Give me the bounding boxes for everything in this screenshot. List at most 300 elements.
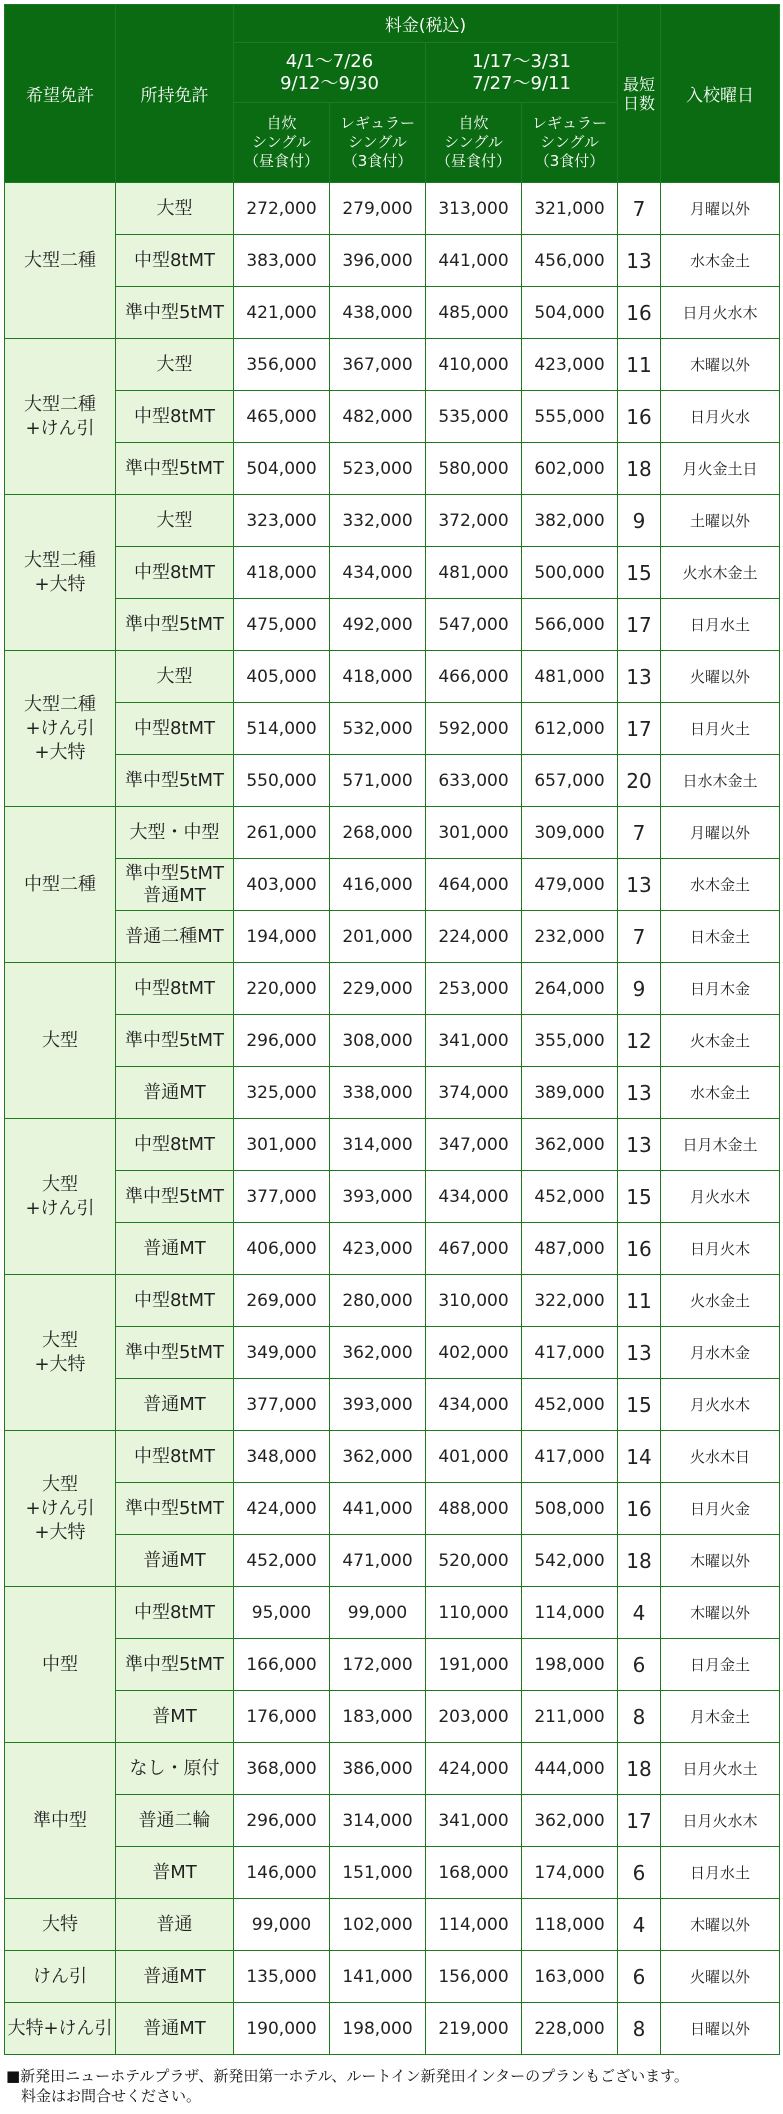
min-days-cell: 6 (618, 1639, 661, 1691)
price-cell: 466,000 (426, 651, 522, 703)
header-regular-1: レギュラー シングル （3食付） (330, 103, 426, 183)
entry-day-cell: 日月火水木 (661, 1795, 780, 1847)
price-cell: 396,000 (330, 235, 426, 287)
price-cell: 418,000 (330, 651, 426, 703)
entry-day-cell: 日月木金土 (661, 1119, 780, 1171)
desired-license-cell: 大特 (5, 1899, 116, 1951)
table-row (5, 651, 780, 703)
price-cell: 438,000 (330, 287, 426, 339)
held-license-cell: 準中型5tMT (116, 1171, 234, 1223)
entry-day-cell: 日月水土 (661, 599, 780, 651)
min-days-cell: 17 (618, 703, 661, 755)
price-cell: 321,000 (522, 183, 618, 235)
price-cell: 296,000 (234, 1795, 330, 1847)
desired-license-cell: 大型二種 +けん引 +大特 (5, 651, 116, 807)
price-cell: 362,000 (330, 1431, 426, 1483)
price-cell: 135,000 (234, 1951, 330, 2003)
price-cell: 220,000 (234, 963, 330, 1015)
price-cell: 219,000 (426, 2003, 522, 2055)
price-cell: 434,000 (330, 547, 426, 599)
table-row (5, 1119, 780, 1171)
min-days-cell: 8 (618, 1691, 661, 1743)
price-cell: 367,000 (330, 339, 426, 391)
min-days-cell: 17 (618, 599, 661, 651)
header-entry-day: 入校曜日 (661, 5, 780, 183)
price-cell: 402,000 (426, 1327, 522, 1379)
min-days-cell: 16 (618, 1483, 661, 1535)
table-row (5, 495, 780, 547)
table-row (5, 859, 780, 911)
price-cell: 456,000 (522, 235, 618, 287)
price-cell: 421,000 (234, 287, 330, 339)
price-cell: 310,000 (426, 1275, 522, 1327)
price-cell: 406,000 (234, 1223, 330, 1275)
price-cell: 349,000 (234, 1327, 330, 1379)
price-cell: 504,000 (522, 287, 618, 339)
price-cell: 479,000 (522, 859, 618, 911)
entry-day-cell: 土曜以外 (661, 495, 780, 547)
price-cell: 268,000 (330, 807, 426, 859)
price-cell: 535,000 (426, 391, 522, 443)
desired-license-cell: けん引 (5, 1951, 116, 2003)
held-license-cell: 普通MT (116, 2003, 234, 2055)
price-cell: 532,000 (330, 703, 426, 755)
price-cell: 102,000 (330, 1899, 426, 1951)
held-license-cell: 普MT (116, 1847, 234, 1899)
price-cell: 296,000 (234, 1015, 330, 1067)
entry-day-cell: 日月火木 (661, 1223, 780, 1275)
footnote-line-2: 料金はお問合せください。 (6, 2087, 202, 2105)
min-days-cell: 13 (618, 1067, 661, 1119)
min-days-cell: 13 (618, 1327, 661, 1379)
price-cell: 434,000 (426, 1171, 522, 1223)
price-cell: 362,000 (522, 1795, 618, 1847)
entry-day-cell: 火水木金土 (661, 547, 780, 599)
price-cell: 229,000 (330, 963, 426, 1015)
price-cell: 198,000 (330, 2003, 426, 2055)
table-row (5, 183, 780, 235)
price-cell: 341,000 (426, 1795, 522, 1847)
price-cell: 550,000 (234, 755, 330, 807)
min-days-cell: 16 (618, 391, 661, 443)
price-cell: 441,000 (426, 235, 522, 287)
entry-day-cell: 木曜以外 (661, 1587, 780, 1639)
table-row (5, 1691, 780, 1743)
header-held-license: 所持免許 (116, 5, 234, 183)
price-cell: 323,000 (234, 495, 330, 547)
price-cell: 488,000 (426, 1483, 522, 1535)
table-row (5, 339, 780, 391)
held-license-cell: 普通MT (116, 1535, 234, 1587)
price-cell: 410,000 (426, 339, 522, 391)
price-cell: 487,000 (522, 1223, 618, 1275)
table-row (5, 599, 780, 651)
price-cell: 156,000 (426, 1951, 522, 2003)
price-cell: 322,000 (522, 1275, 618, 1327)
entry-day-cell: 月木金土 (661, 1691, 780, 1743)
header-period-1: 4/1～7/26 9/12～9/30 (234, 43, 426, 103)
price-cell: 314,000 (330, 1795, 426, 1847)
price-cell: 194,000 (234, 911, 330, 963)
held-license-cell: 準中型5tMT (116, 755, 234, 807)
price-cell: 114,000 (522, 1587, 618, 1639)
held-license-cell: 普通MT (116, 1951, 234, 2003)
price-cell: 401,000 (426, 1431, 522, 1483)
table-row (5, 2003, 780, 2055)
price-cell: 190,000 (234, 2003, 330, 2055)
price-cell: 481,000 (522, 651, 618, 703)
min-days-cell: 20 (618, 755, 661, 807)
price-cell: 592,000 (426, 703, 522, 755)
held-license-cell: 大型・中型 (116, 807, 234, 859)
price-cell: 356,000 (234, 339, 330, 391)
entry-day-cell: 月曜以外 (661, 183, 780, 235)
entry-day-cell: 月水木金 (661, 1327, 780, 1379)
price-cell: 325,000 (234, 1067, 330, 1119)
price-cell: 264,000 (522, 963, 618, 1015)
min-days-cell: 12 (618, 1015, 661, 1067)
held-license-cell: 中型8tMT (116, 547, 234, 599)
min-days-cell: 7 (618, 807, 661, 859)
entry-day-cell: 日月火金 (661, 1483, 780, 1535)
price-cell: 95,000 (234, 1587, 330, 1639)
held-license-cell: 普通二種MT (116, 911, 234, 963)
header-self-cook-2: 自炊 シングル （昼食付） (426, 103, 522, 183)
min-days-cell: 16 (618, 1223, 661, 1275)
price-cell: 163,000 (522, 1951, 618, 2003)
table-row (5, 963, 780, 1015)
held-license-cell: 中型8tMT (116, 1119, 234, 1171)
price-cell: 416,000 (330, 859, 426, 911)
price-cell: 417,000 (522, 1431, 618, 1483)
entry-day-cell: 日曜以外 (661, 2003, 780, 2055)
held-license-cell: 大型 (116, 183, 234, 235)
price-cell: 118,000 (522, 1899, 618, 1951)
price-cell: 309,000 (522, 807, 618, 859)
price-cell: 481,000 (426, 547, 522, 599)
desired-license-cell: 大型二種 +けん引 (5, 339, 116, 495)
price-cell: 211,000 (522, 1691, 618, 1743)
price-cell: 362,000 (522, 1119, 618, 1171)
held-license-cell: 普MT (116, 1691, 234, 1743)
entry-day-cell: 日月水土 (661, 1847, 780, 1899)
price-cell: 482,000 (330, 391, 426, 443)
table-row (5, 1483, 780, 1535)
price-cell: 441,000 (330, 1483, 426, 1535)
price-cell: 308,000 (330, 1015, 426, 1067)
min-days-cell: 18 (618, 1743, 661, 1795)
table-row (5, 1743, 780, 1795)
price-cell: 183,000 (330, 1691, 426, 1743)
entry-day-cell: 火水金土 (661, 1275, 780, 1327)
price-cell: 99,000 (234, 1899, 330, 1951)
held-license-cell: 大型 (116, 339, 234, 391)
min-days-cell: 8 (618, 2003, 661, 2055)
price-cell: 555,000 (522, 391, 618, 443)
price-cell: 423,000 (522, 339, 618, 391)
table-row (5, 1847, 780, 1899)
price-cell: 201,000 (330, 911, 426, 963)
price-cell: 424,000 (234, 1483, 330, 1535)
table-row (5, 1275, 780, 1327)
price-cell: 110,000 (426, 1587, 522, 1639)
price-cell: 393,000 (330, 1379, 426, 1431)
held-license-cell: 準中型5tMT (116, 1015, 234, 1067)
held-license-cell: 中型8tMT (116, 963, 234, 1015)
price-cell: 523,000 (330, 443, 426, 495)
price-cell: 168,000 (426, 1847, 522, 1899)
min-days-cell: 15 (618, 1379, 661, 1431)
price-cell: 279,000 (330, 183, 426, 235)
held-license-cell: 大型 (116, 495, 234, 547)
price-cell: 580,000 (426, 443, 522, 495)
min-days-cell: 15 (618, 1171, 661, 1223)
min-days-cell: 9 (618, 495, 661, 547)
entry-day-cell: 火木金土 (661, 1015, 780, 1067)
entry-day-cell: 日月木金 (661, 963, 780, 1015)
price-cell: 347,000 (426, 1119, 522, 1171)
header-min-days: 最短 日数 (618, 5, 661, 183)
desired-license-cell: 大型 +けん引 (5, 1119, 116, 1275)
header-price: 料金(税込) (234, 5, 618, 43)
table-row (5, 1951, 780, 2003)
header-desired-license: 希望免許 (5, 5, 116, 183)
held-license-cell: 中型8tMT (116, 235, 234, 287)
min-days-cell: 18 (618, 1535, 661, 1587)
price-cell: 571,000 (330, 755, 426, 807)
price-cell: 386,000 (330, 1743, 426, 1795)
table-row (5, 1015, 780, 1067)
price-cell: 444,000 (522, 1743, 618, 1795)
held-license-cell: 準中型5tMT (116, 287, 234, 339)
min-days-cell: 11 (618, 1275, 661, 1327)
min-days-cell: 16 (618, 287, 661, 339)
table-row (5, 807, 780, 859)
min-days-cell: 15 (618, 547, 661, 599)
price-cell: 301,000 (426, 807, 522, 859)
price-cell: 301,000 (234, 1119, 330, 1171)
price-cell: 377,000 (234, 1171, 330, 1223)
price-cell: 383,000 (234, 235, 330, 287)
entry-day-cell: 日月金土 (661, 1639, 780, 1691)
price-table (4, 4, 780, 2055)
held-license-cell: 普通MT (116, 1379, 234, 1431)
price-cell: 232,000 (522, 911, 618, 963)
price-cell: 174,000 (522, 1847, 618, 1899)
price-cell: 253,000 (426, 963, 522, 1015)
price-cell: 151,000 (330, 1847, 426, 1899)
price-cell: 269,000 (234, 1275, 330, 1327)
price-cell: 389,000 (522, 1067, 618, 1119)
price-cell: 176,000 (234, 1691, 330, 1743)
price-cell: 612,000 (522, 703, 618, 755)
price-cell: 191,000 (426, 1639, 522, 1691)
held-license-cell: 中型8tMT (116, 1587, 234, 1639)
entry-day-cell: 水木金土 (661, 1067, 780, 1119)
header-self-cook-1: 自炊 シングル （昼食付） (234, 103, 330, 183)
entry-day-cell: 日木金土 (661, 911, 780, 963)
entry-day-cell: 日月火水 (661, 391, 780, 443)
held-license-cell: 準中型5tMT (116, 1639, 234, 1691)
desired-license-cell: 大型二種 +大特 (5, 495, 116, 651)
price-cell: 418,000 (234, 547, 330, 599)
price-cell: 602,000 (522, 443, 618, 495)
price-cell: 467,000 (426, 1223, 522, 1275)
desired-license-cell: 準中型 (5, 1743, 116, 1899)
price-cell: 452,000 (522, 1171, 618, 1223)
price-cell: 542,000 (522, 1535, 618, 1587)
held-license-cell: 普通MT (116, 1223, 234, 1275)
table-row (5, 911, 780, 963)
footnote-line-1: ■新発田ニューホテルプラザ、新発田第一ホテル、ルートイン新発田インターのプランもございます。 (6, 2067, 689, 2085)
table-row (5, 1535, 780, 1587)
table-body (5, 183, 780, 2055)
price-cell: 261,000 (234, 807, 330, 859)
price-cell: 465,000 (234, 391, 330, 443)
min-days-cell: 13 (618, 651, 661, 703)
min-days-cell: 13 (618, 859, 661, 911)
held-license-cell: 普通 (116, 1899, 234, 1951)
min-days-cell: 6 (618, 1847, 661, 1899)
price-cell: 471,000 (330, 1535, 426, 1587)
price-cell: 114,000 (426, 1899, 522, 1951)
price-cell: 313,000 (426, 183, 522, 235)
desired-license-cell: 中型二種 (5, 807, 116, 963)
table-row (5, 1795, 780, 1847)
entry-day-cell: 火曜以外 (661, 651, 780, 703)
price-cell: 504,000 (234, 443, 330, 495)
header-regular-2: レギュラー シングル （3食付） (522, 103, 618, 183)
price-cell: 348,000 (234, 1431, 330, 1483)
held-license-cell: 準中型5tMT (116, 1327, 234, 1379)
entry-day-cell: 木曜以外 (661, 1535, 780, 1587)
price-cell: 377,000 (234, 1379, 330, 1431)
price-cell: 633,000 (426, 755, 522, 807)
min-days-cell: 4 (618, 1587, 661, 1639)
table-row (5, 703, 780, 755)
price-cell: 405,000 (234, 651, 330, 703)
price-cell: 355,000 (522, 1015, 618, 1067)
price-cell: 341,000 (426, 1015, 522, 1067)
price-cell: 198,000 (522, 1639, 618, 1691)
price-cell: 566,000 (522, 599, 618, 651)
price-cell: 547,000 (426, 599, 522, 651)
entry-day-cell: 日月火水木 (661, 287, 780, 339)
price-cell: 520,000 (426, 1535, 522, 1587)
table-row (5, 391, 780, 443)
table-row (5, 755, 780, 807)
table-row (5, 547, 780, 599)
min-days-cell: 6 (618, 1951, 661, 2003)
price-cell: 452,000 (234, 1535, 330, 1587)
held-license-cell: 準中型5tMT (116, 599, 234, 651)
min-days-cell: 9 (618, 963, 661, 1015)
held-license-cell: 中型8tMT (116, 391, 234, 443)
table-row (5, 235, 780, 287)
price-cell: 500,000 (522, 547, 618, 599)
entry-day-cell: 木曜以外 (661, 339, 780, 391)
price-cell: 372,000 (426, 495, 522, 547)
desired-license-cell: 大特+けん引 (5, 2003, 116, 2055)
price-cell: 393,000 (330, 1171, 426, 1223)
held-license-cell: 準中型5tMT (116, 1483, 234, 1535)
table-row (5, 1899, 780, 1951)
price-cell: 314,000 (330, 1119, 426, 1171)
price-cell: 452,000 (522, 1379, 618, 1431)
entry-day-cell: 日水木金土 (661, 755, 780, 807)
price-cell: 464,000 (426, 859, 522, 911)
price-cell: 417,000 (522, 1327, 618, 1379)
price-table-container (4, 4, 780, 2055)
min-days-cell: 17 (618, 1795, 661, 1847)
price-cell: 203,000 (426, 1691, 522, 1743)
price-cell: 146,000 (234, 1847, 330, 1899)
entry-day-cell: 日月火土 (661, 703, 780, 755)
min-days-cell: 14 (618, 1431, 661, 1483)
held-license-cell: 準中型5tMT 普通MT (116, 859, 234, 911)
price-cell: 166,000 (234, 1639, 330, 1691)
price-cell: 224,000 (426, 911, 522, 963)
price-cell: 280,000 (330, 1275, 426, 1327)
entry-day-cell: 月火水木 (661, 1171, 780, 1223)
price-cell: 368,000 (234, 1743, 330, 1795)
table-row (5, 287, 780, 339)
price-cell: 424,000 (426, 1743, 522, 1795)
held-license-cell: 大型 (116, 651, 234, 703)
table-row (5, 1639, 780, 1691)
held-license-cell: 中型8tMT (116, 1275, 234, 1327)
table-row (5, 1587, 780, 1639)
price-cell: 228,000 (522, 2003, 618, 2055)
min-days-cell: 13 (618, 235, 661, 287)
min-days-cell: 11 (618, 339, 661, 391)
price-cell: 374,000 (426, 1067, 522, 1119)
table-row (5, 1067, 780, 1119)
price-cell: 434,000 (426, 1379, 522, 1431)
min-days-cell: 18 (618, 443, 661, 495)
price-cell: 657,000 (522, 755, 618, 807)
min-days-cell: 7 (618, 911, 661, 963)
desired-license-cell: 大型 (5, 963, 116, 1119)
price-cell: 514,000 (234, 703, 330, 755)
price-cell: 475,000 (234, 599, 330, 651)
table-row (5, 443, 780, 495)
price-cell: 423,000 (330, 1223, 426, 1275)
min-days-cell: 13 (618, 1119, 661, 1171)
price-cell: 272,000 (234, 183, 330, 235)
price-cell: 362,000 (330, 1327, 426, 1379)
entry-day-cell: 月曜以外 (661, 807, 780, 859)
table-row (5, 1223, 780, 1275)
price-cell: 338,000 (330, 1067, 426, 1119)
price-cell: 332,000 (330, 495, 426, 547)
price-cell: 382,000 (522, 495, 618, 547)
price-cell: 141,000 (330, 1951, 426, 2003)
price-cell: 172,000 (330, 1639, 426, 1691)
entry-day-cell: 水木金土 (661, 859, 780, 911)
price-cell: 485,000 (426, 287, 522, 339)
entry-day-cell: 月火水木 (661, 1379, 780, 1431)
min-days-cell: 4 (618, 1899, 661, 1951)
entry-day-cell: 火水木日 (661, 1431, 780, 1483)
entry-day-cell: 木曜以外 (661, 1899, 780, 1951)
held-license-cell: 普通MT (116, 1067, 234, 1119)
entry-day-cell: 水木金土 (661, 235, 780, 287)
table-row (5, 1379, 780, 1431)
desired-license-cell: 大型 +大特 (5, 1275, 116, 1431)
price-cell: 99,000 (330, 1587, 426, 1639)
held-license-cell: なし・原付 (116, 1743, 234, 1795)
